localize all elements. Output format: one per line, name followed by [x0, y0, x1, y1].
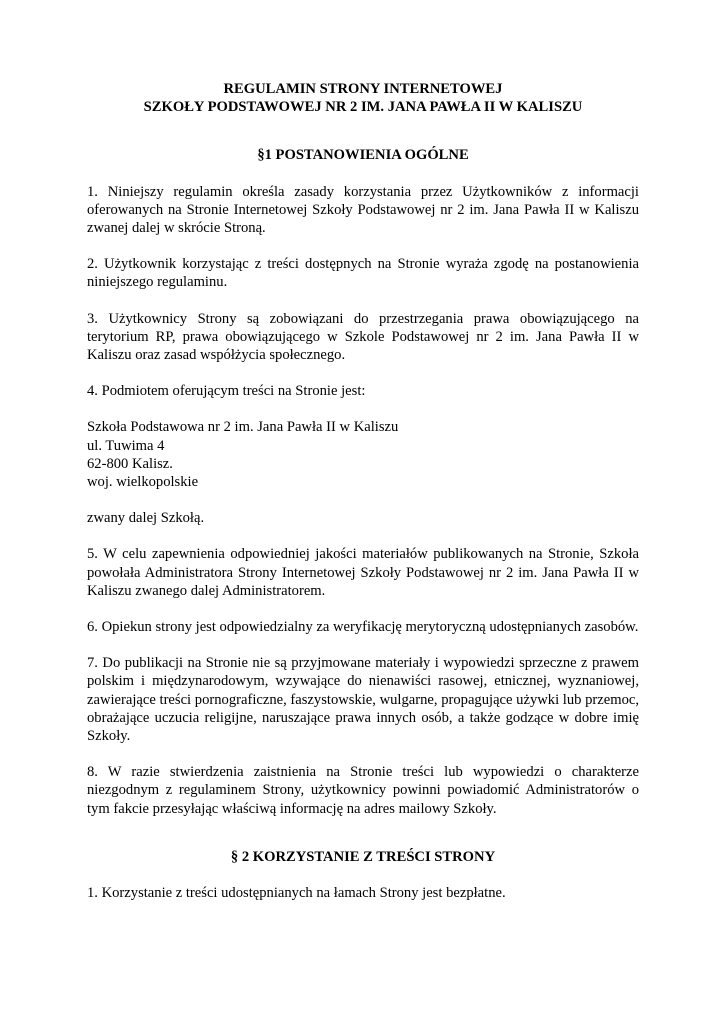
- document-title-line-2: SZKOŁY PODSTAWOWEJ NR 2 IM. JANA PAWŁA II W KALISZU: [143, 99, 583, 116]
- section-2-heading: § 2 KORZYSTANIE Z TREŚCI STRONY: [230, 848, 496, 865]
- section-1-paragraph-3: 3. Użytkownicy Strony są zobowiązani do przestrzegania prawa obowiązującego na terytorium RP, prawa obowiązującego w Szkole Podstawowej nr 2 im. Jana Pawła II w Kaliszu oraz zasad współżycia społecznego.: [87, 310, 639, 364]
- section-1-paragraph-2: 2. Użytkownik korzystając z treści dostępnych na Stronie wyraża zgodę na postanowienia niniejszego regulaminu.: [87, 256, 639, 291]
- section-1-paragraph-7: 7. Do publikacji na Stronie nie są przyjmowane materiały i wypowiedzi sprzeczne z prawem polskim i międzynarodowym, wzywające do nienawiści rasowej, etnicznej, wyznaniowej, zawierające treści pornograficzne, faszystowskie, wulgarne, propagujące używki lub przemoc, obrażające uczucia religijne, naruszające prawa innych osób, a także godzące w dobre imię Szkoły.: [87, 655, 639, 745]
- section-1-paragraph-4: 4. Podmiotem oferującym treści na Stronie jest:: [87, 383, 366, 400]
- section-1-paragraph-5: 5. W celu zapewnienia odpowiedniej jakości materiałów publikowanych na Stronie, Szkoła powołała Administratora Strony Internetowej Szkoły Podstawowej nr 2 im. Jana Pawła II w Kaliszu zwanego dalej Administratorem.: [87, 546, 639, 599]
- document-title-line-1: REGULAMIN STRONY INTERNETOWEJ: [223, 81, 503, 97]
- address-line-street: ul. Tuwima 4: [87, 437, 165, 454]
- section-1-paragraph-1: 1. Niniejszy regulamin określa zasady korzystania przez Użytkowników z informacji oferowanych na Stronie Internetowej Szkoły Podstawowej nr 2 im. Jana Pawła II w Kaliszu zwanej dalej w skrócie Stroną.: [87, 183, 639, 237]
- document-page: [87, 80, 639, 902]
- address-line-name: Szkoła Podstawowa nr 2 im. Jana Pawła II w Kaliszu: [87, 419, 399, 436]
- section-1-paragraph-8: 8. W razie stwierdzenia zaistnienia na Stronie treści lub wypowiedzi o charakterze niezgodnym z regulaminem Strony, użytkownicy powinni powiadomić Administratorów o tym fakcie przesyłając właściwą informację na adres mailowy Szkoły.: [87, 764, 639, 817]
- section-2-paragraph-1: 1. Korzystanie z treści udostępnianych na łamach Strony jest bezpłatne.: [87, 885, 506, 902]
- section-1-paragraph-4b: zwany dalej Szkołą.: [87, 510, 205, 527]
- section-1-paragraph-6: 6. Opiekun strony jest odpowiedzialny za weryfikację merytoryczną udostępnianych zasobów.: [87, 619, 639, 636]
- address-line-city: 62-800 Kalisz.: [87, 455, 173, 472]
- school-address: [87, 418, 639, 491]
- address-line-region: woj. wielkopolskie: [87, 474, 199, 491]
- section-1-heading: §1 POSTANOWIENIA OGÓLNE: [257, 147, 469, 164]
